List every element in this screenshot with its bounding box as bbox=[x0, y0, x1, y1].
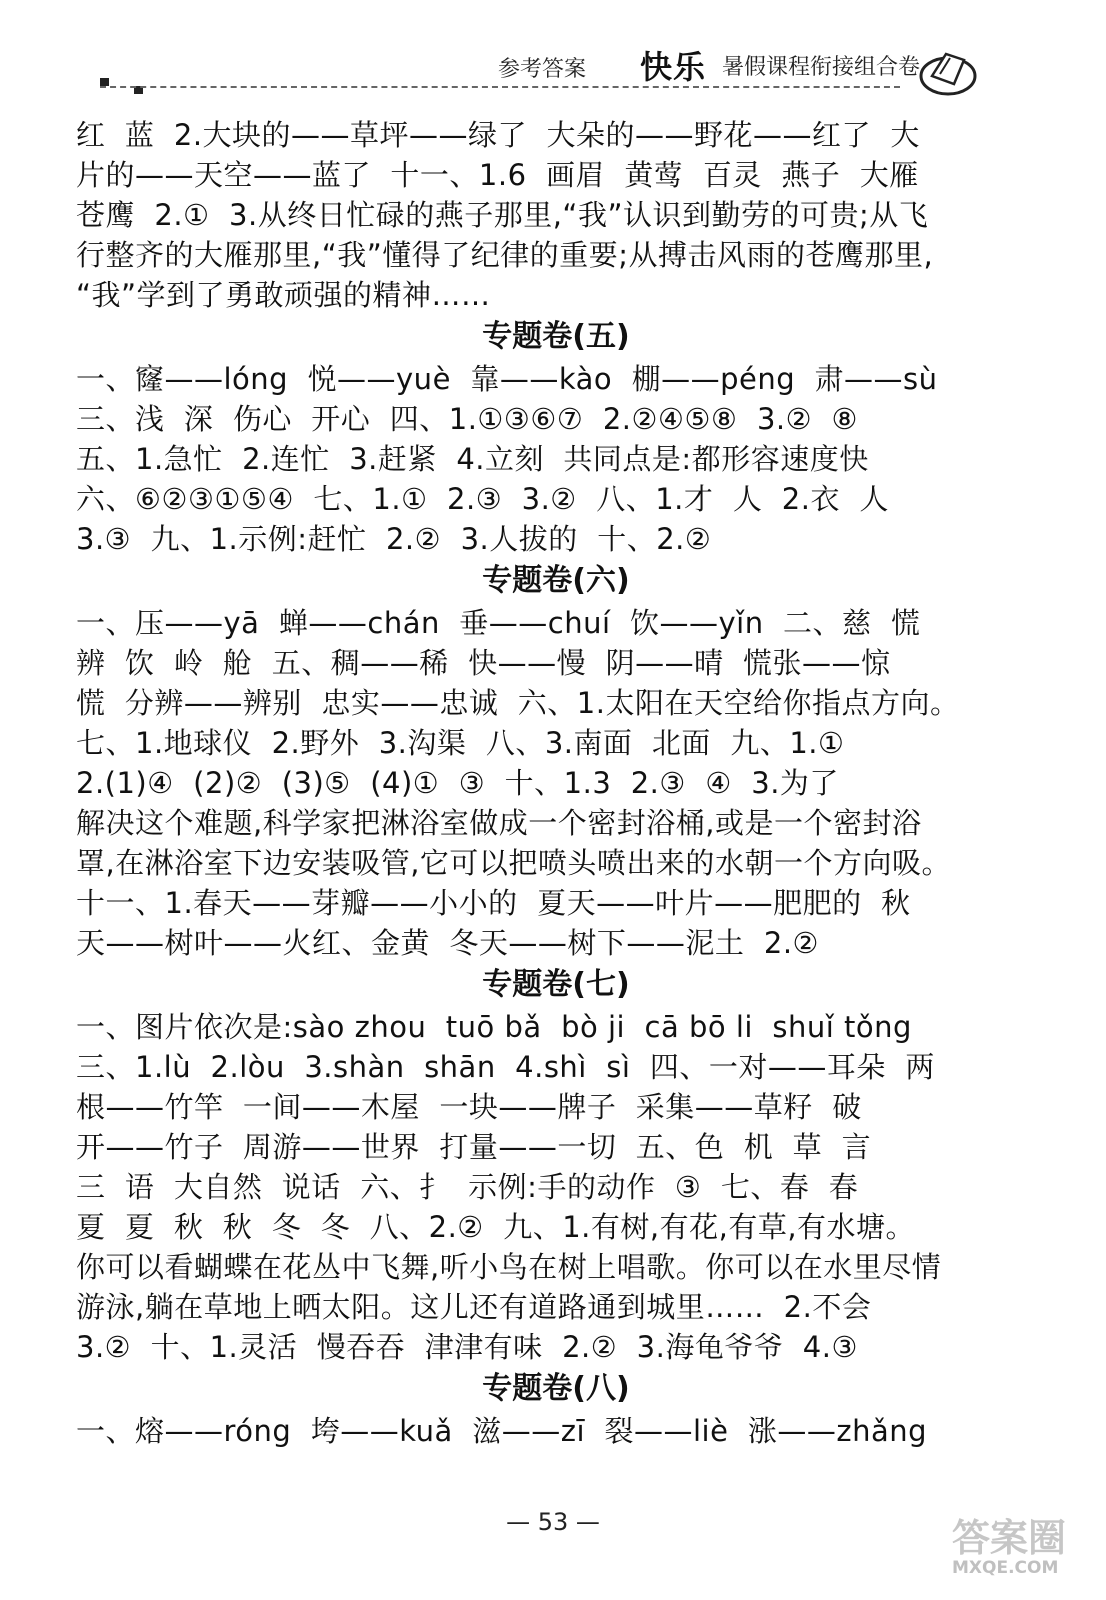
answer-line: 一、熔——róng 垮——kuǎ 滋——zī 裂——liè 涨——zhǎng bbox=[76, 1414, 928, 1448]
answer-line: 慌 分辨——辨别 忠实——忠诚 六、1.太阳在天空给你指点方向。 bbox=[76, 686, 960, 720]
book-logo-icon bbox=[918, 46, 978, 98]
watermark-text: 答案圈 bbox=[952, 1516, 1067, 1560]
answer-line: 三、1.lù 2.lòu 3.shàn shān 4.shì sì 四、一对——耳朵 两 bbox=[76, 1050, 935, 1084]
brand-title: 快乐 bbox=[640, 48, 707, 86]
answer-line: 七、1.地球仪 2.野外 3.沟渠 八、3.南面 北面 九、1.① bbox=[76, 726, 845, 760]
answer-line: 片的——天空——蓝了 十一、1.6 画眉 黄莺 百灵 燕子 大雁 bbox=[76, 158, 919, 192]
answer-line: 解决这个难题,科学家把淋浴室做成一个密封浴桶,或是一个密封浴 bbox=[76, 806, 922, 840]
watermark-url: MXQE.COM bbox=[952, 1558, 1059, 1578]
answer-line: 一、压——yā 蝉——chán 垂——chuí 饮——yǐn 二、慈 慌 bbox=[76, 606, 921, 640]
answer-line: 三、浅 深 伤心 开心 四、1.①③⑥⑦ 2.②④⑤⑧ 3.② ⑧ bbox=[76, 402, 859, 436]
section-title: 专题卷(五) bbox=[482, 319, 630, 354]
page-header bbox=[0, 40, 1106, 100]
answer-content bbox=[76, 115, 1036, 1451]
answer-line: 苍鹰 2.① 3.从终日忙碌的燕子那里,“我”认识到勤劳的可贵;从飞 bbox=[76, 198, 929, 232]
watermark bbox=[952, 1518, 1082, 1578]
answer-line: 游泳,躺在草地上晒太阳。这儿还有道路通到城里…… 2.不会 bbox=[76, 1290, 872, 1324]
answer-line: 六、⑥②③①⑤④ 七、1.① 2.③ 3.② 八、1.才 人 2.衣 人 bbox=[76, 482, 889, 516]
answer-line: 你可以看蝴蝶在花丛中飞舞,听小鸟在树上唱歌。你可以在水里尽情 bbox=[76, 1250, 942, 1284]
page-number: — 53 — bbox=[506, 1508, 600, 1536]
section-title: 专题卷(七) bbox=[482, 967, 630, 1002]
header-rule bbox=[100, 86, 900, 88]
section-title: 专题卷(六) bbox=[482, 563, 630, 598]
answer-line: 行整齐的大雁那里,“我”懂得了纪律的重要;从搏击风雨的苍鹰那里, bbox=[76, 238, 934, 272]
answer-line: 2.(1)④ (2)② (3)⑤ (4)① ③ 十、1.3 2.③ ④ 3.为了 bbox=[76, 766, 839, 800]
answer-line: 3.② 十、1.灵活 慢吞吞 津津有味 2.② 3.海龟爷爷 4.③ bbox=[76, 1330, 858, 1364]
answer-line: 3.③ 九、1.示例:赶忙 2.② 3.人拔的 十、2.② bbox=[76, 522, 712, 556]
answer-line: 辨 饮 岭 舱 五、稠——稀 快——慢 阴——晴 慌张——惊 bbox=[76, 646, 891, 680]
answer-line: 十一、1.春天——芽瓣——小小的 夏天——叶片——肥肥的 秋 bbox=[76, 886, 911, 920]
answer-line: 天——树叶——火红、金黄 冬天——树下——泥土 2.② bbox=[76, 926, 820, 960]
answer-line: 一、窿——lóng 悦——yuè 靠——kào 棚——péng 肃——sù bbox=[76, 362, 938, 396]
answer-line: “我”学到了勇敢顽强的精神…… bbox=[76, 278, 491, 312]
answer-line: 五、1.急忙 2.连忙 3.赶紧 4.立刻 共同点是:都形容速度快 bbox=[76, 442, 869, 476]
answer-line: 罩,在淋浴室下边安装吸管,它可以把喷头喷出来的水朝一个方向吸。 bbox=[76, 846, 951, 880]
answer-line: 一、图片依次是:sào zhou tuō bǎ bò ji cā bō li shuǐ tǒng bbox=[76, 1010, 912, 1044]
answer-line: 开——竹子 周游——世界 打量——一切 五、色 机 草 言 bbox=[76, 1130, 872, 1164]
answer-label: 参考答案 bbox=[498, 57, 587, 82]
header-block-mark bbox=[100, 78, 109, 86]
answer-line: 三 语 大自然 说话 六、扌 示例:手的动作 ③ 七、春 春 bbox=[76, 1170, 859, 1204]
series-title: 暑假课程衔接组合卷 bbox=[722, 55, 921, 80]
section-title: 专题卷(八) bbox=[482, 1371, 630, 1406]
answer-line: 红 蓝 2.大块的——草坪——绿了 大朵的——野花——红了 大 bbox=[76, 118, 920, 152]
answer-line: 夏 夏 秋 秋 冬 冬 八、2.② 九、1.有树,有花,有草,有水塘。 bbox=[76, 1210, 916, 1244]
answer-line: 根——竹竿 一间——木屋 一块——牌子 采集——草籽 破 bbox=[76, 1090, 862, 1124]
